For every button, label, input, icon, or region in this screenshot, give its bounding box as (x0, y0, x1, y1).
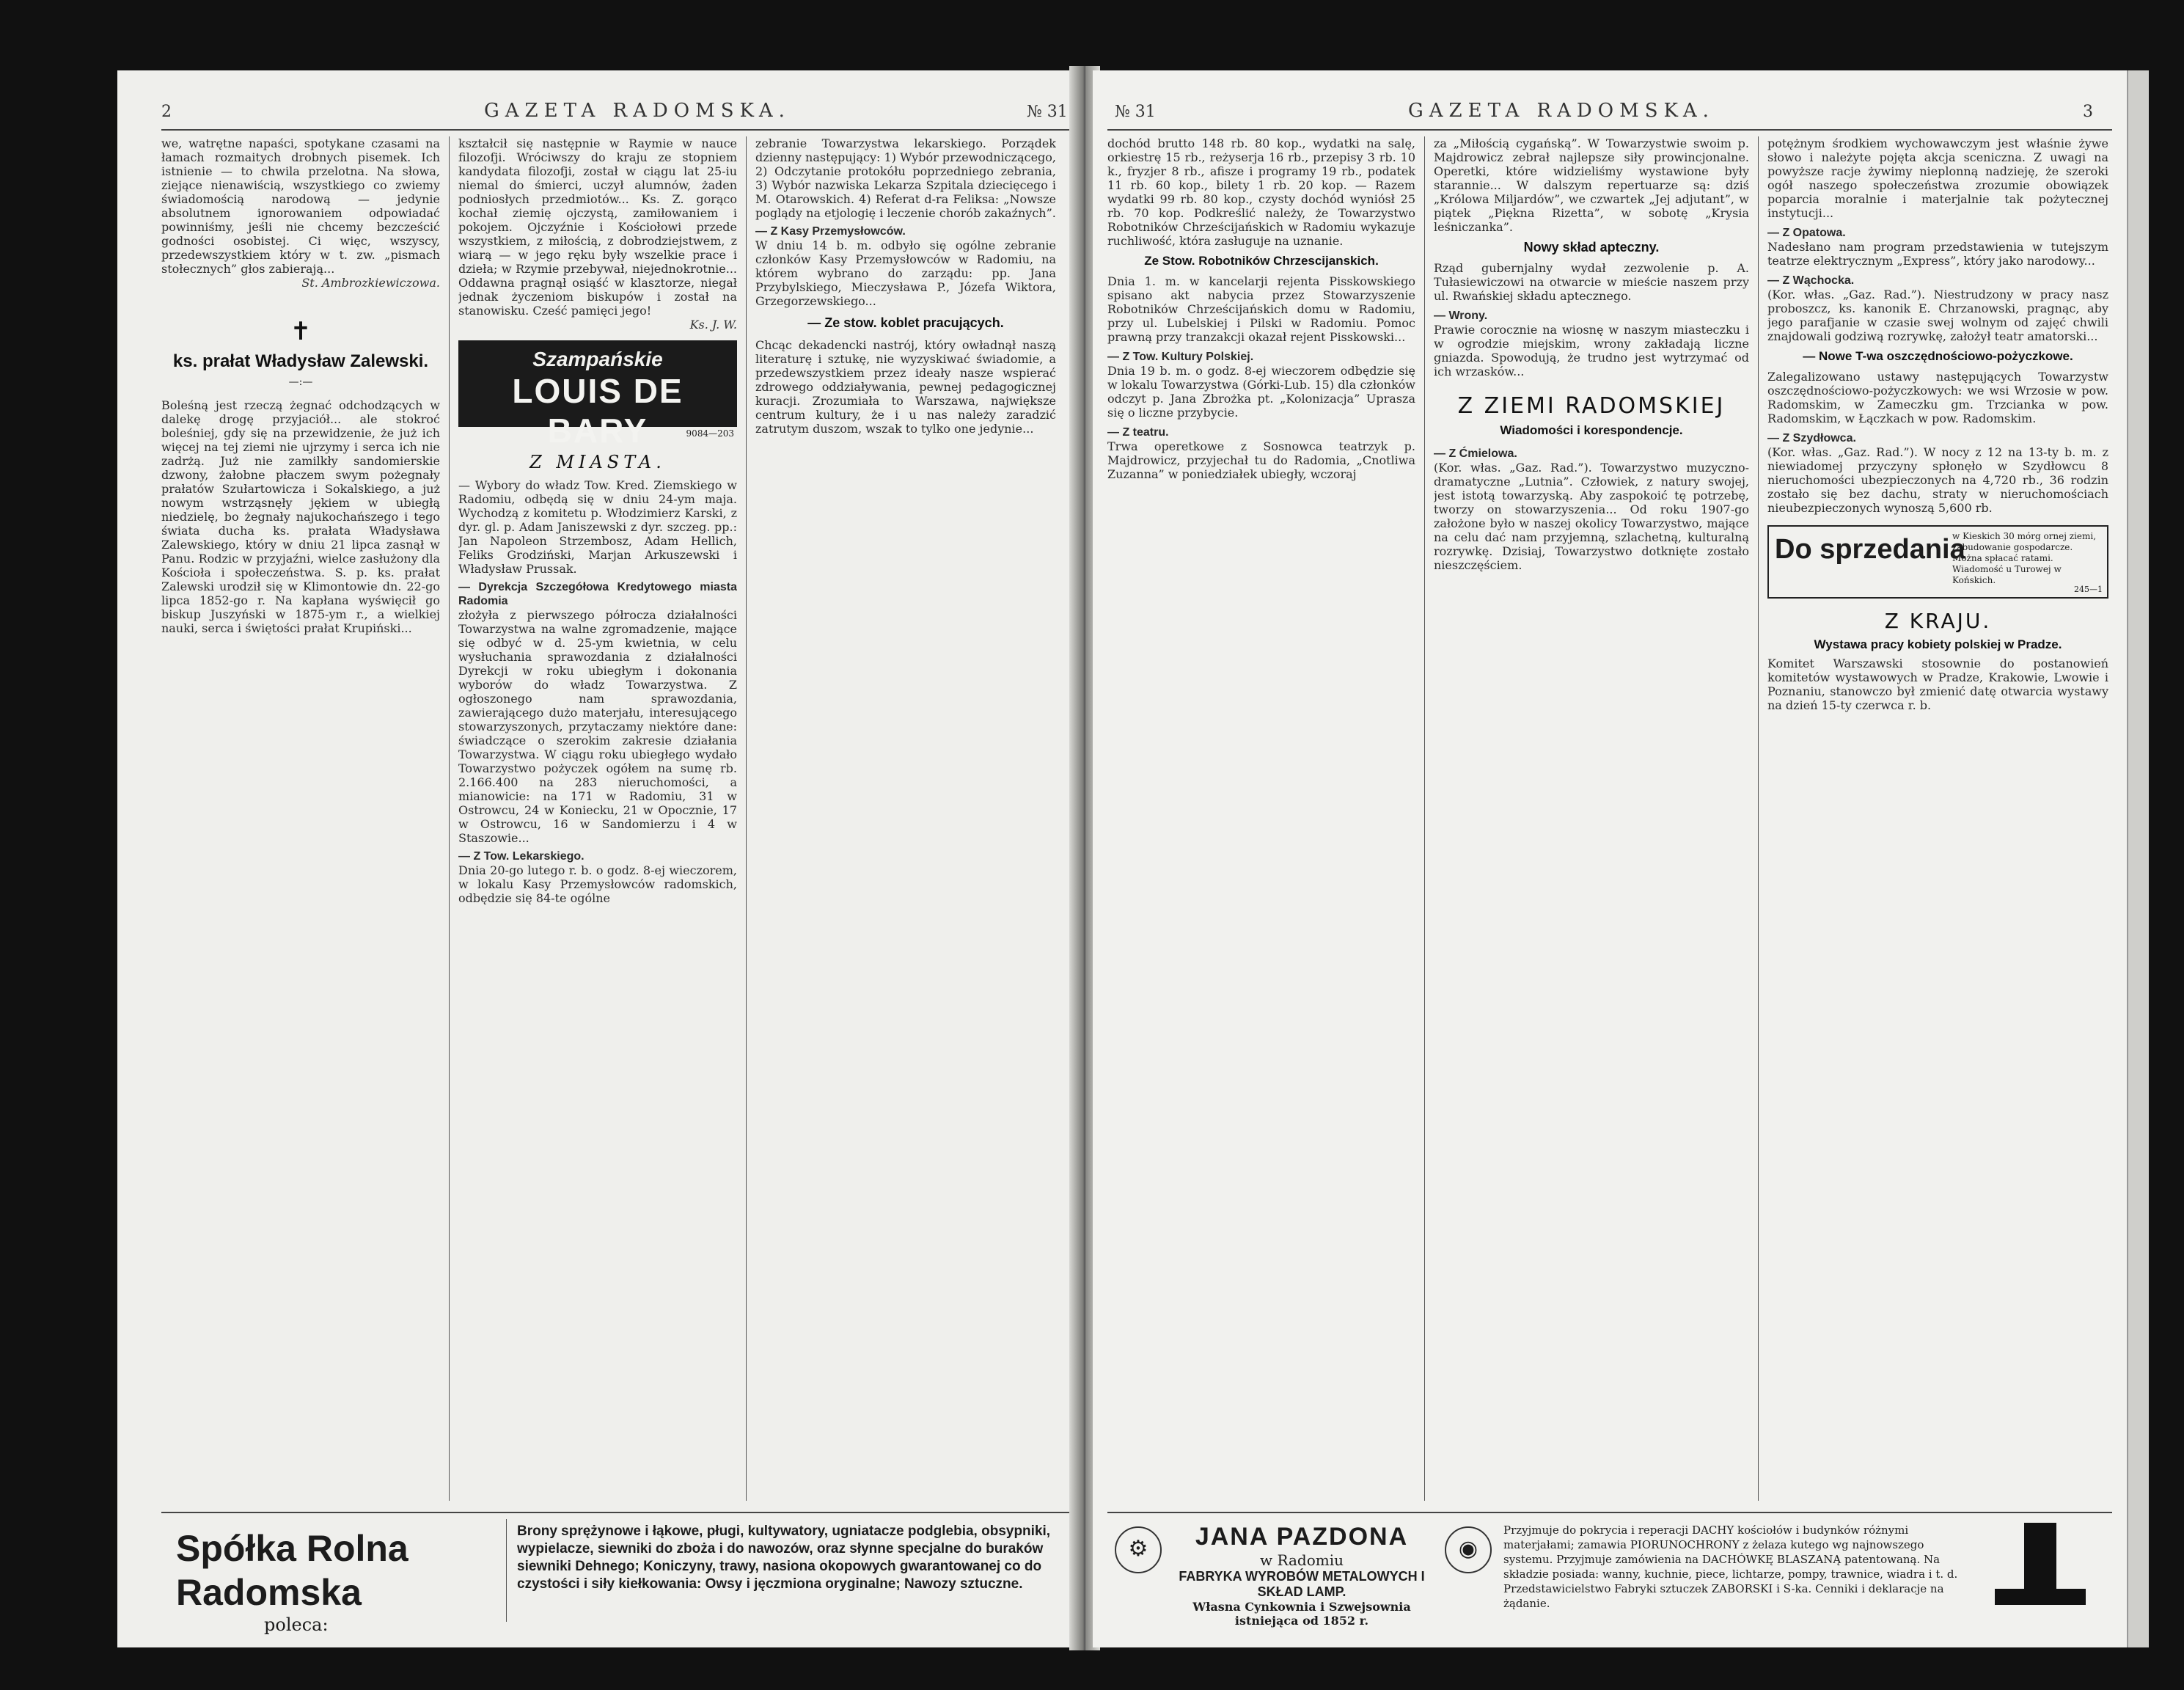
gear-emblem-icon: ⚙ (1115, 1526, 1162, 1573)
article-text: (Kor. włas. „Gaz. Rad.”). W nocy z 12 na 13-ty b. m. z niewiadomej przyczyny spłonęło w Szydłowcu 8 nieruchomości ubezpieczonych na 4,720 rb., 36 rodzin zostało się bez dachu, straty w nieruchomościach nieubezpieczonych wynoszą 5,600 rb. (1767, 445, 2108, 515)
footer-rule (161, 1512, 1071, 1513)
article-signature: Ks. J. W. (689, 318, 737, 332)
article-heading: — Z teatru. (1107, 426, 1169, 439)
article-text: W dniu 14 b. m. odbyło się ogólne zebranie członków Kasy Przemysłowców w Radomiu, na którem wybrano do zarządu: pp. Jana Przybylskiego, Mieczysława P., Józefa Wiktora, Grzegorzewskiego... (755, 238, 1056, 308)
article-heading: — Z Szydłowca. (1767, 432, 1856, 445)
article-text: (Kor. włas. „Gaz. Rad.”). Niestrudzony w pracy nasz proboszcz, ks. kanonik E. Chrzanowski, pragnąc, aby jego parafjanie w czasie swej wolnym od zajęć chwili znajdowali godziwą rozrywkę, założył teatr amatorski... (1767, 288, 2108, 343)
medal-emblem-icon: ◉ (1445, 1526, 1492, 1573)
pazdona-ad (1166, 1523, 1437, 1628)
article-heading: Ze Stow. Robotników Chrzescijanskich. (1144, 254, 1379, 268)
article-heading: — Z Ćmielowa. (1434, 447, 1517, 460)
champagne-ad-brand: LOUIS DE BARY (512, 372, 684, 450)
left-page (117, 70, 1074, 1647)
article-heading: — Wrony. (1434, 310, 1488, 322)
column-divider (1424, 136, 1425, 1501)
for-sale-ad-text: w Kieskich 30 mórg ornej ziemi, zabudowanie gospodarcze. Można spłacać ratami. Wiadomość u Turowej w Końskich. (1952, 531, 2097, 585)
article-heading: — Nowe T-wa oszczędnościowo-pożyczkowe. (1803, 349, 2073, 363)
article-text: Rząd gubernjalny wydał zezwolenie p. A. Tułasiewiczowi na otwarcie w mieście naszem przy ul. Rwańskiej składu aptecznego. (1434, 261, 1749, 303)
right-masthead: GAZETA RADOMSKA. (1408, 100, 1715, 122)
article-heading: Nowy skład apteczny. (1523, 240, 1660, 255)
article-text: we, watrętne napaści, spotykane czasami na łamach rozmaitych drobnych pisemek. Ich istnienie — to chwila przelotna. Na słowa, ziejące nienawiścią, wszystkiego co zwiemy świadomością narodową — jedynie absolutnem ignorowaniem odpowiadać powinniśmy, jeśli nie chcemy bezcześcić godności osobistej. Ci więc, wszyscy, przedewszystkiem który w t. zw. „pismach stołecznych” głos zabierają... (161, 136, 440, 276)
article-heading: — Ze stow. koblet pracujących. (807, 315, 1004, 330)
obituary-title: ks. prałat Władysław Zalewski. (172, 351, 429, 371)
article-text: Komitet Warszawski stosownie do postanowień komitetów wystawowych w Pradze, Krakowie, Lwowie i Poznaniu, stanowczo był zmienić datę otwarcia wystawy na dzień 15-ty czerwca r. b. (1767, 656, 2108, 712)
article-heading: — Dyrekcja Szczegółowa Kredytowego miasta Radomia (458, 581, 737, 607)
spolka-rolna-title: Spółka Rolna Radomska (176, 1528, 408, 1613)
article-heading: — Z Tow. Lekarskiego. (458, 850, 585, 863)
for-sale-ad (1767, 525, 2108, 599)
article-text: złożyła z pierwszego półrocza działalności Towarzystwa na walne zgromadzenie, mające się odbyć w d. 25-ym kwietnia, w celu wysłuchania sprawozdania z działalności Dyrekcji w roku ubiegłym i dokonania wyborów do władz Towarzystwa. Z ogłoszonego nam sprawozdania, zawierającego dużo materjału, interesującego stowarzyszonych, przytaczamy niektóre dane: świadczące o szerokim zakresie działania Towarzystwa. W ciągu roku ubiegłego wydało Towarzystwo pożyczek ogółem na sumę rb. 2.166.400 na 283 nieruchomości, a mianowicie: na 171 w Radomiu, 31 w Ostrowcu, 24 w Koniecku, 21 w Opocznie, 17 w Ostrowcu, 16 w Sandomierzu i 4 w Staszowie... (458, 608, 737, 845)
right-header-rule (1107, 129, 2112, 131)
left-column-3 (755, 136, 1056, 1508)
article-heading: — Z Tow. Kultury Polskiej. (1107, 351, 1254, 363)
article-text: (Kor. włas. „Gaz. Rad.”). Towarzystwo muzyczno-dramatyczne „Lutnia”. Człowiek, z natury swojej, jest istotą towarzyską. Aby zaspokoić tę potrzebę, tworzy on stowarzyszenia... Od roku 1907-go założone było w naszej okolicy Towarzystwo, mające na celu dać nam przyjemną, szlachetną, kulturalną rozrywkę. Dzisiaj, Towarzystwo dotknięte zostało nieszczęściem. (1434, 461, 1749, 572)
right-column-1 (1107, 136, 1415, 1508)
article-heading: Wystawa pracy kobiety polskiej w Pradze. (1814, 637, 2062, 651)
champagne-ad-label: Szampańskie (532, 348, 663, 370)
section-country: Z KRAJU. (1884, 609, 1992, 633)
article-text: Boleśną jest rzeczą żegnać odchodzących w dalekę drogę przyjaciół... ale stokroć boleśniej, gdy się na przewidzenie, że już ich więcej na tej ziemi nie ujrzymy i serca ich nie zadrżą. Już nie zamilkły sandomierskie dzwony, żałobne płaczem swym pożegnały prałatów Szułartowicza i Sokalskiego, a już nowym wstrząsnęły jękiem w ubiegłą niedzielę, bo żegnały najukochańszego i tego świata ducha ks. prałata Władysława Zalewskiego, który w dniu 21 lipca zasnął w Panu. Rodzic w przyjaźni, wielce zasłużony dla Kościoła i społeczeństwa. S. p. ks. prałat Zalewski urodził się w Klimontowie dn. 22-go lipca 1852-go r. Na kapłana wyświęcił go biskup Juszyński w 1875-ym r., a wielkiej nauki, serca i świętości prałat Krupiński... (161, 398, 440, 635)
column-divider (449, 136, 450, 1501)
article-text: Prawie corocznie na wiosnę w naszym miasteczku i w ogrodzie miejskim, wrony zakładają liczne gniazda. Spowodują, że trudno jest wytrzymać od ich wrzasków... (1434, 323, 1749, 378)
for-sale-ad-code: 245—1 (2074, 585, 2103, 594)
right-page-number: 3 (2083, 103, 2093, 121)
left-page-number: 2 (161, 103, 172, 121)
champagne-ad (458, 340, 737, 450)
pazdona-city: w Radomiu (1259, 1551, 1344, 1569)
pazdona-note: Własna Cynkownia i Szwejsownia istniejąca od 1852 r. (1192, 1600, 1411, 1628)
article-text: Trwa operetkowe z Sosnowca teatrzyk p. Majdrowicz, przyjechał tu do Radomia, „Cnotliwa Zuzanna” w poniedziałek ubiegły, wczoraj (1107, 439, 1415, 481)
page-edge (2127, 70, 2149, 1647)
article-text: dochód brutto 148 rb. 80 kop., wydatki na salę, orkiestrę 15 rb., reżyserja 16 rb., przepisy 3 rb. 10 k., fryzjer 8 rb., afisze i programy 19 rb., podatek 11 rb. 60 kop., bilety 1 rb. 20 kop. — Razem wydatki 99 rb. 80 kop., czysty dochód wyniósł 25 rb. 70 kop. Podkreślić należy, że Towarzystwo Robotników Chrześcijańskich w Radomiu wykazuje ruchliwość, która zasługuje na uznanie. (1107, 136, 1415, 248)
right-page (1093, 70, 2127, 1647)
spolka-rolna-sub: poleca: (264, 1614, 329, 1635)
cross-icon: ✝ (290, 317, 312, 346)
article-heading: — Z Kasy Przemysłowców. (755, 225, 906, 238)
ad-divider (506, 1519, 507, 1622)
left-column-2 (458, 136, 737, 1508)
champagne-ad-code: 9084—203 (686, 428, 734, 439)
spolka-rolna-ad-title-block (176, 1526, 469, 1635)
article-heading: — Z Opatowa. (1767, 227, 1846, 239)
ornament-divider: —:— (288, 376, 313, 388)
column-divider (1758, 136, 1759, 1501)
article-signature: St. Ambrozkiewiczowa. (301, 276, 440, 290)
pazdona-brand: JANA PAZDONA (1195, 1523, 1409, 1551)
for-sale-ad-title: Do sprzedania (1775, 534, 1965, 565)
pazdona-factory: FABRYKA WYROBÓW METALOWYCH I SKŁAD LAMP. (1179, 1569, 1425, 1599)
hammer-logo-icon (1995, 1523, 2090, 1611)
section-region-sub: Wiadomości i korespondencje. (1500, 423, 1683, 437)
article-text: potężnym środkiem wychowawczym jest właśnie żywe słowo i należyte pojęta akcja sceniczna. Z uwagi na powyższe racje żywimy nieplonną nadzieję, że szeroki ogół naszego społeczeństwa zrozumie obowiązek poparcia moralnie i materjalnie tak pożytecznej instytucji... (1767, 136, 2108, 220)
article-text: zebranie Towarzystwa lekarskiego. Porządek dzienny następujący: 1) Wybór przewodniczącego, 2) Odczytanie protokółu poprzedniego zebrania, 3) Wybór nazwiska Lekarza Szpitala dziecięcego i M. Otarowskich. 4) Referat d-ra Feliksa: „Nowsze poglądy na etjologię i leczenie chorób zakaźnych”. (755, 136, 1056, 220)
left-column-1 (161, 136, 440, 1508)
article-text: — Wybory do władz Tow. Kred. Ziemskiego w Radomiu, odbędą się w dniu 24-ym maja. Wychodzą z komitetu p. Włodzimierz Karski, z dyr. gl. p. Adam Janiszewski z dyr. szczeg. pp.: Jan Napoleon Strzembosz, Adam Hellich, Feliks Grodziński, Marjan Arkuszewski i Władysław Prussak. (458, 478, 737, 576)
right-column-3 (1767, 136, 2108, 1508)
spolka-rolna-products: Brony sprężynowe i łąkowe, pługi, kultywatory, ugniatacze podglebia, obsypniki, wypielacze, siewniki do zboża i do nawozów, oraz słynne specjalne do buraków siewniki Dehnego; Koniczyny, trawy, nasiona okopowych gwarantowanej co do czystości i siły kiełkowania: Owsy i jęczmiona oryginalne; Nawozy sztuczne. (517, 1523, 1051, 1592)
article-text: Nadesłano nam program przedstawienia w tutejszym teatrze elektrycznym „Express”, który jako narodowy... (1767, 240, 2108, 268)
article-text: Dnia 1. m. w kancelarji rejenta Pisskowskiego spisano akt nabycia przez Stowarzyszenie Robotników Chrześcijańskich domu w Radomiu, przy ul. Lubelskiej i Pilski w Radomiu. Pomoc prawną przy tranzakcji okazał rejent Pisskowski... (1107, 274, 1415, 344)
article-text: za „Miłością cygańską”. W Towarzystwie swoim p. Majdrowicz zebrał najlepsze siły prowincjonalne. Operetki, które widzieliśmy wystawione były starannie... W dalszym repertuarze są: dziś „Królowa Miljardów”, we czwartek „Jej adjutant”, w piątek „Piękna Rizetta”, w sobotę „Krysia leśniczanka”. (1434, 136, 1749, 234)
article-text: Zalegalizowano ustawy następujących Towarzystw oszczędnościowo-pożyczkowych: we wsi Wrzosie w pow. Radomskim, w Zameczku gm. Trzcianka w pow. Radomskim, w Łączkach w pow. Radomskim. (1767, 370, 2108, 425)
section-region: Z ZIEMI RADOMSKIEJ (1457, 393, 1726, 419)
article-text: kształcił się następnie w Raymie w nauce filozofji. Wróciwszy do kraju ze stopniem kandydata filozofji, został w ciągu lat 25-iu niemal do śmierci, uczył alumnów, żaden podniosłych przedmiotów... Ks. Z. gorąco kochał ziemię ojczystą, zamiłowaniem i pokojem. Ojczyźnie i Kościołowi przede wszystkiem, z miłością, z dobrodziejstwem, z wiarą — w jego ręku były wszelkie prace i dzieła; w Rzymie przebywał, niejednokrotnie... Oddawna pragnął osiąść w klasztorze, niegał jednak życzeniom biskupów i został na stanowisku. Cześć pamięci jego! (458, 136, 737, 318)
left-issue-number: № 31 (1027, 103, 1068, 121)
article-text: Dnia 19 b. m. o godz. 8-ej wieczorem odbędzie się w lokalu Towarzystwa (Górki-Lub. 15) dla członków odczyt p. Jana Zbrożka pt. „Kolonizacja” Uprasza się o liczne przybycie. (1107, 364, 1415, 420)
column-divider (746, 136, 747, 1501)
left-masthead: GAZETA RADOMSKA. (484, 100, 791, 122)
left-header-rule (161, 129, 1071, 131)
right-issue-number: № 31 (1115, 103, 1156, 121)
article-text: Chcąc dekadencki nastrój, który owładnął naszą literaturę i sztukę, nie wyzyskiwać świadomie, a przedewszystkiem przez ideały nasze wspierać zdrowego oddziaływania, pewnej pedagogicznej kuracji. Zrozumiała to Warszawa, największe centrum kultury, że i u nas należy zaradzić zatrutym duszom, wszak to tylko one jedynie... (755, 338, 1056, 436)
article-text: Dnia 20-go lutego r. b. o godz. 8-ej wieczorem, w lokalu Kasy Przemysłowców radomskich, odbędzie się 84-te ogólne (458, 863, 737, 905)
pazdona-services: Przyjmuje do pokrycia i reperacji DACHY kościołów i budynków różnymi materjałami; zamawia PIORUNOCHRONY z żelaza kutego wg najnowszego systemu. Przyjmuje zamówienia na DACHÓWKĘ BLASZANĄ patentowaną. Na składzie posiada: wanny, kuchnie, piece, lichtarze, pompy, trawnice, wiadra i t. d. Przedstawicielstwo Fabryki sztuczek ZABORSKI i S-ka. Cenniki i deklaracje na żądanie. (1503, 1523, 1958, 1610)
section-city: Z MIASTA. (529, 452, 666, 472)
footer-rule (1107, 1512, 2112, 1513)
right-column-2 (1434, 136, 1749, 1508)
article-heading: — Z Wąchocka. (1767, 274, 1855, 287)
